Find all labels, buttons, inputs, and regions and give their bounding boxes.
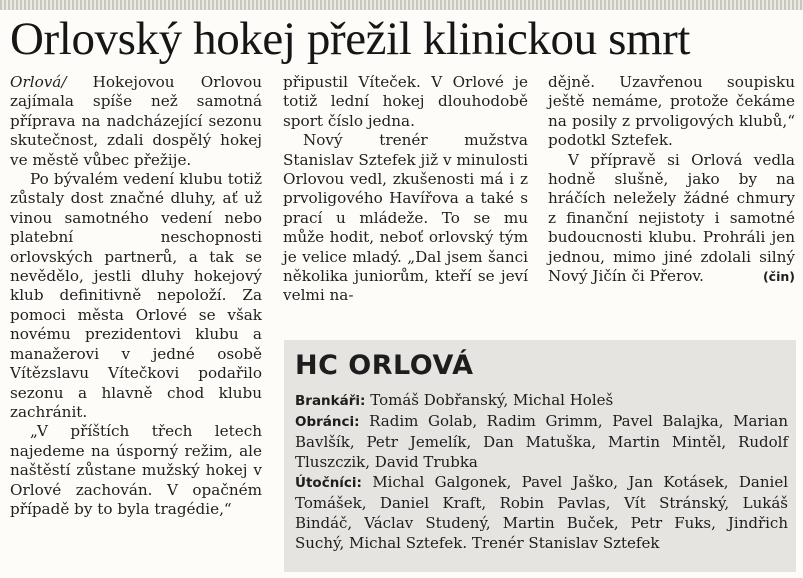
paragraph: Nový trenér mužstva Stanislav Sztefek již v minulosti Orlovou vedl, zkušenosti má i z prvoligového Havířova a také s prací u mládeže. To se mu může hodit, neboť orlovský tým je velice mladý. „Dal jsem šanci několika juniorům, kteří se jeví velmi na- bbox=[283, 131, 528, 305]
paragraph: připustil Víteček. V Orlové je totiž lední hokej dlouhodobě sport číslo jedna. bbox=[283, 73, 528, 130]
roster-body bbox=[295, 390, 788, 553]
paragraph: Po bývalém vedení klubu totiž zůstaly dost značné dluhy, ať už vinou samotného vedení nebo platební neschopnosti orlovských partnerů, a tak se nevědělo, jestli dluhy hokejový klub definitivně nepoloží. Za pomoci města Orlové se však novému prezidentovi klubu a manažerovi v jedné osobě Vítězslavu Vítečkovi podařilo sezonu a hlavně chod klubu zachránit. bbox=[10, 170, 262, 421]
coach: Trenér Stanislav Sztefek bbox=[471, 534, 660, 552]
paragraph bbox=[10, 73, 262, 170]
goalies-label: Brankáři: bbox=[295, 393, 366, 409]
paragraph bbox=[548, 151, 795, 287]
article-column-2 bbox=[283, 73, 528, 306]
byline: (čin) bbox=[762, 269, 795, 285]
forwards-line bbox=[295, 472, 788, 553]
roster-box bbox=[284, 340, 796, 572]
headline: Orlovský hokej přežil klinickou smrt bbox=[10, 13, 691, 65]
paragraph-text: V přípravě si Orlová vedla hodně slušně, jako by na hráčích neležely žádné chmury z finanční nejistoty i samotné budoucnosti klubu. Prohráli jen jednou, mimo jiné zdolali silný Nový Jičín či Přerov. bbox=[548, 150, 795, 286]
paragraph-text: Hokejovou Orlovou zajímala spíše než samotná příprava na nadcházející sezonu skutečnost, zdali dospělý hokej ve městě vůbec přežije. bbox=[10, 73, 262, 169]
page-top-band bbox=[0, 0, 803, 10]
defense-list: Radim Golab, Radim Grimm, Pavel Balajka, Marian Bavlšík, Petr Jemelík, Dan Matuška, Martin Mintěl, Rudolf Tluszczik, David Trubka bbox=[295, 412, 788, 471]
defense-label: Obránci: bbox=[295, 414, 360, 430]
goalies-line bbox=[295, 390, 788, 411]
article-column-1 bbox=[10, 73, 262, 519]
paragraph: „V příštích třech letech najedeme na úsporný režim, ale naštěstí zůstane mužský hokej v Orlové zachován. V opačném případě by to byla tragédie,“ bbox=[10, 422, 262, 518]
forwards-list: Michal Galgonek, Pavel Jaško, Jan Kotásek, Daniel Tomášek, Daniel Kraft, Robin Pavlas, Vít Stránský, Lukáš Bindáč, Václav Studený, Martin Buček, Petr Fuks, Jindřich Suchý, Michal Sztefek. bbox=[295, 473, 788, 552]
defense-line bbox=[295, 411, 788, 472]
kicker: Orlová/ bbox=[10, 73, 67, 91]
article-column-3 bbox=[548, 73, 795, 286]
paragraph: dějně. Uzavřenou soupisku ještě nemáme, protože čekáme na posily z prvoligových klubů,“ podotkl Sztefek. bbox=[548, 73, 795, 150]
goalies-list: Tomáš Dobřanský, Michal Holeš bbox=[370, 391, 614, 409]
forwards-label: Útočníci: bbox=[295, 475, 362, 491]
roster-title: HC ORLOVÁ bbox=[295, 350, 474, 381]
